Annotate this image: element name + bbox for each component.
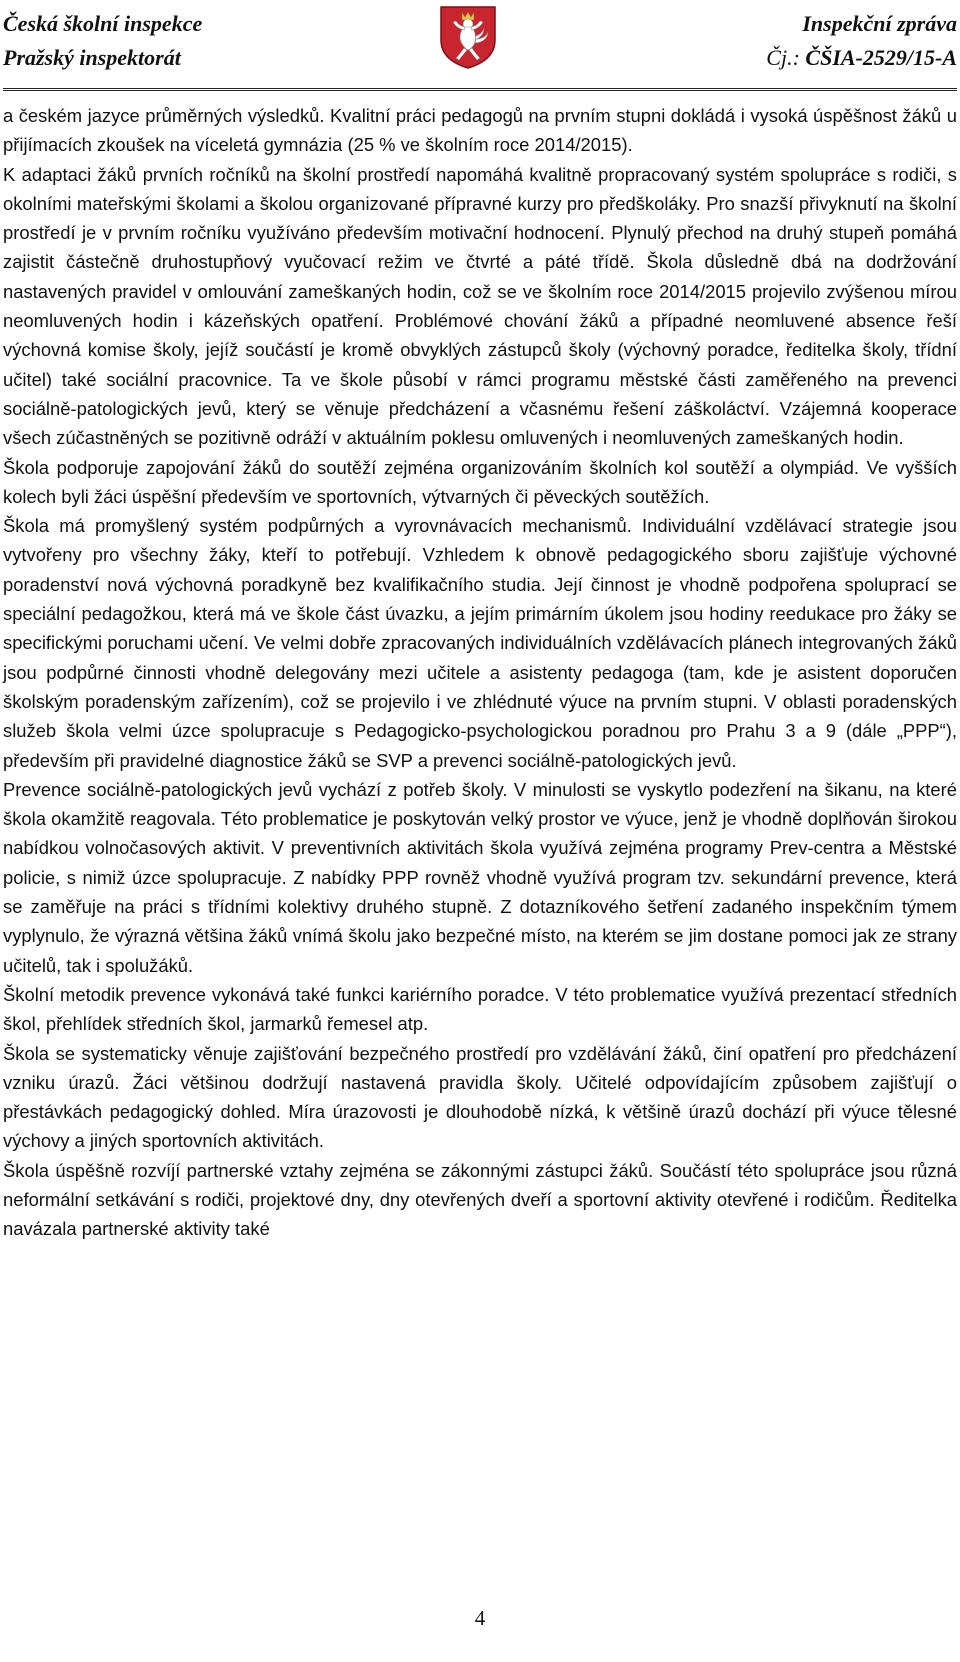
czech-lion-emblem-icon [438,4,498,70]
page-header [0,0,960,95]
body-paragraph: Prevence sociálně-patologických jevů vychází z potřeb školy. V minulosti se vyskytlo podezření na šikanu, na které škola okamžitě reagovala. Této problematice je poskytován velký prostor ve výuce, jenž je vhodně doplňován širokou nabídkou volnočasových aktivit. V preventivních aktivitách škola využívá zejména programy Prev-centra a Městské policie, s nimiž úzce spolupracuje. Z nabídky PPP rovněž vhodně využívá program tzv. sekundární prevence, která se zaměřuje na práci s třídními kolektivy druhého stupně. Z dotazníkového šetření zadaného inspekčním týmem vyplynulo, že výrazná většina žáků vnímá školu jako bezpečné místo, na kterém se jim dostane pomoci jak ze strany učitelů, tak i spolužáků. [3,778,957,976]
body-paragraph: Školní metodik prevence vykonává také funkci kariérního poradce. V této problematice využívá prezentací středních škol, přehlídek středních škol, jarmarků řemesel atp. [3,983,957,1035]
document-type: Inspekční zpráva [802,11,957,36]
organization-name: Česká školní inspekce [3,11,203,36]
header-right [766,7,957,75]
body-paragraph: Škola podporuje zapojování žáků do soutěží zejména organizováním školních kol soutěží a olympiád. Ve vyšších kolech byli žáci úspěšní především ve sportovních, výtvarných či pěveckých soutěžích. [3,456,957,507]
header-divider [3,88,957,91]
body-paragraph: K adaptaci žáků prvních ročníků na školní prostředí napomáhá kvalitně propracovaný systém spolupráce s rodiči, s okolními mateřskými školami a školou organizované přípravné kurzy pro předškoláky. Pro snazší přivyknutí na školní prostředí je v prvním ročníku využíváno především motivační hodnocení. Plynulý přechod na druhý stupeň pomáhá zajistit částečně druhostupňový vyučovací režim ve čtvrté a páté třídě. Škola důsledně dbá na dodržování nastavených pravidel v omlouvání zameškaných hodin, což se ve školním roce 2014/2015 projevilo zvýšenou mírou neomluvených hodin i kázeňských opatření. Problémové chování žáků a případné neomluvené absence řeší výchovná komise školy, jejíž součástí je kromě obvyklých zástupců školy (výchovný poradce, ředitelka školy, třídní učitel) také sociální pracovnice. Ta ve škole působí v rámci programu městské části zaměřeného na prevenci sociálně-patologických jevů, který se věnuje předcházení a včasnému řešení záškoláctví. Vzájemná kooperace všech zúčastněných se pozitivně odráží v aktuálním poklesu omluvených i neomluvených zameškaných hodin. [3,163,957,449]
document-body [3,101,957,1244]
reference-value: ČŠIA-2529/15-A [805,45,957,70]
page-number: 4 [474,1606,486,1630]
organization-unit: Pražský inspektorát [3,45,181,70]
body-paragraph: a českém jazyce průměrných výsledků. Kvalitní práci pedagogů na prvním stupni dokládá i vysoká úspěšnost žáků u přijímacích zkoušek na víceletá gymnázia (25 % ve školním roce 2014/2015). [3,105,957,156]
reference-prefix: Čj.: [766,45,800,70]
reference-number [766,41,957,75]
body-paragraph: Škola se systematicky věnuje zajišťování bezpečného prostředí pro vzdělávání žáků, činí opatření pro předcházení vzniku úrazů. Žáci většinou dodržují nastavená pravidla školy. Učitelé odpovídajícím způsobem zajišťují o přestávkách pedagogický dohled. Míra úrazovosti je dlouhodobě nízká, k většině úrazů dochází při výuce tělesné výchovy a jiných sportovních aktivitách. [3,1042,957,1152]
body-paragraph: Škola úspěšně rozvíjí partnerské vztahy zejména se zákonnými zástupci žáků. Součástí této spolupráce jsou různá neformální setkávání s rodiči, projektové dny, dny otevřených dveří a sportovní aktivity otevřené i rodičům. Ředitelka navázala partnerské aktivity také [3,1159,957,1240]
header-left [3,7,202,75]
body-paragraph: Škola má promyšlený systém podpůrných a vyrovnávacích mechanismů. Individuální vzdělávací strategie jsou vytvořeny pro všechny žáky, kteří to potřebují. Vzhledem k obnově pedagogického sboru zajišťuje výchovné poradenství nová výchovná poradkyně bez kvalifikačního studia. Její činnost je vhodně podpořena spoluprací se speciální pedagožkou, která má ve škole část úvazku, a jejím primárním úkolem jsou hodiny reedukace pro žáky se specifickými poruchami učení. Ve velmi dobře zpracovaných individuálních vzdělávacích plánech integrovaných žáků jsou podpůrné činnosti vhodně delegovány mezi učitele a asistenty pedagoga (tam, kde je asistent doporučen školským poradenským zařízením), což se projevilo i ve zhlédnuté výuce na prvním stupni. V oblasti poradenských služeb škola velmi úzce spolupracuje s Pedagogicko-psychologickou poradnou pro Prahu 3 a 9 (dále „PPP“), především při pravidelné diagnostice žáků se SVP a prevenci sociálně-patologických jevů. [3,515,957,771]
